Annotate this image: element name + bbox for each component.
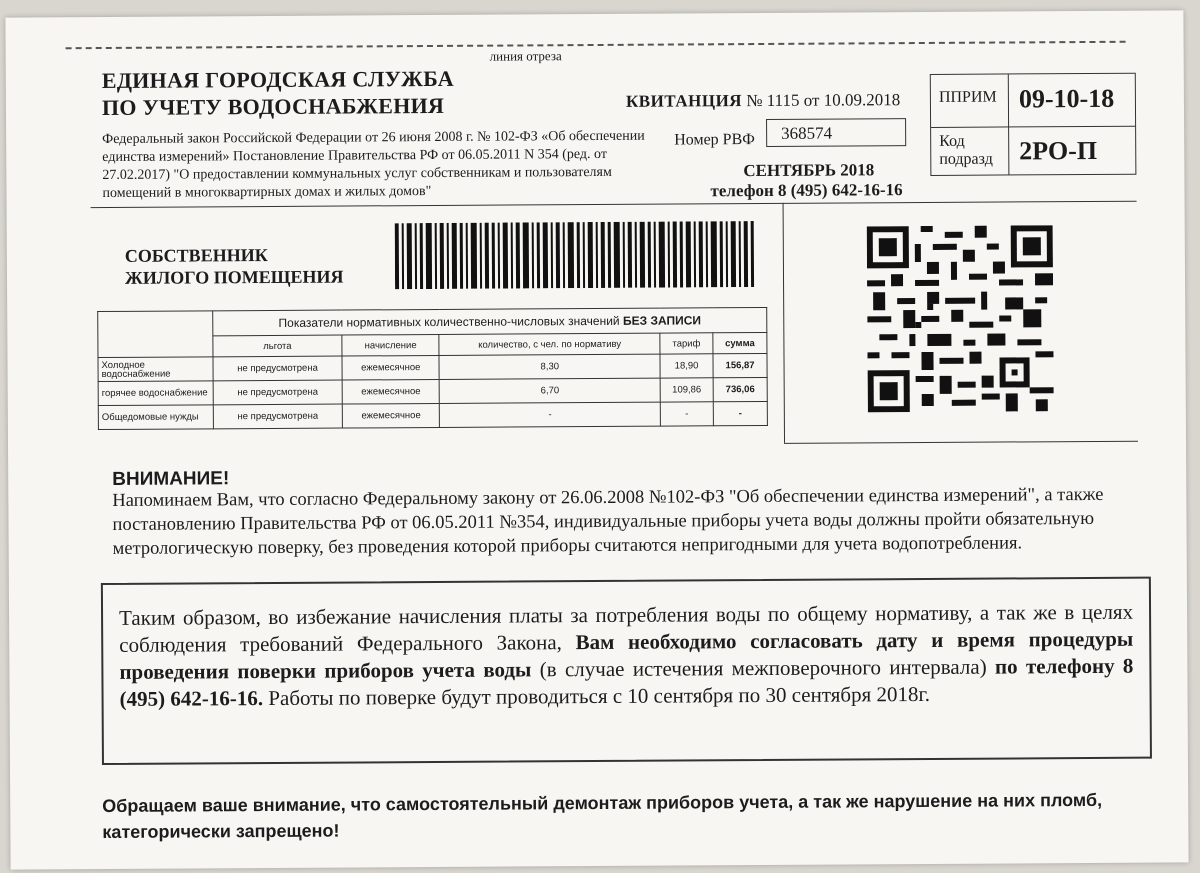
receipt-title [626, 90, 900, 112]
cut-line [66, 41, 1126, 49]
code-label: Код подразд [931, 126, 1009, 174]
row-sum: 736,06 [713, 377, 767, 401]
footer-warning: Обращаем ваше внимание, что самостоятельный демонтаж приборов учета, а так же нарушение на них пломб, категорически запрещено! [102, 789, 1103, 843]
notice-text-part3: (в случае истечения межповерочного интервала) [531, 654, 996, 682]
billing-month: СЕНТЯБРЬ 2018 [743, 160, 875, 181]
receipt-sheet [5, 10, 1188, 869]
row-tariff: - [660, 402, 713, 426]
row-sum: 156,87 [713, 353, 767, 377]
attention-text: Напоминаем Вам, что согласно Федеральному закону от 26.06.2008 №102-ФЗ "Об обеспечении единства измерений", а также постановлению Правительства РФ от 06.05.2011 №354, индивидуальные приборы учета воды должны пройти обязательную метрологическую поверку, без проведения которой приборы считаются непригодными для учета водопотребления. [112, 484, 1104, 559]
notice-box [101, 577, 1152, 765]
legal-reference: Федеральный закон Российской Федерации от 26 июня 2008 г. № 102-ФЗ «Об обеспечении единства измерений» Постановление Правительства РФ от 06.05.2011 N 354 (ред. от 27.02.2017) "О предоставлении коммунальных услуг собственникам и пользователям помещений в многоквартирных домах и жилых домов" [102, 128, 645, 202]
organization-title-line1: ЕДИНАЯ ГОРОДСКАЯ СЛУЖБА [101, 65, 454, 94]
row-charge: ежемесячное [342, 403, 440, 428]
table-caption-text: Показатели нормативных количественно-числовых значений [278, 313, 620, 330]
row-tariff: 109,86 [660, 378, 713, 402]
row-tariff: 18,90 [660, 354, 713, 378]
row-benefit: не предусмотрена [213, 356, 342, 381]
row-benefit: не предусмотрена [213, 404, 342, 429]
row-benefit: не предусмотрена [213, 380, 342, 405]
table-caption [213, 307, 767, 335]
row-charge: ежемесячное [342, 355, 440, 380]
col-header-tariff: тариф [660, 333, 713, 354]
notice-text-part5: Работы по поверке будут проводиться с 10 сентября по 30 сентября 2018г. [262, 681, 931, 711]
organization-title-line2: ПО УЧЕТУ ВОДОСНАБЖЕНИЯ [101, 92, 445, 121]
row-sum: - [713, 401, 767, 425]
notice-text-part1: Таким образом, во избежание начисления платы за потребления воды по общему нормативу, а так же в целях соблюдения требований Федерального Закона, [119, 599, 1134, 657]
row-name: Холодное водоснабжение [98, 357, 213, 382]
receipt-number: № 1115 от 10.09.2018 [746, 90, 901, 111]
col-header-benefit: льгота [213, 335, 342, 357]
row-name: горячее водоснабжение [98, 381, 213, 406]
col-header-sum: сумма [713, 332, 767, 353]
qr-bottom-divider [784, 441, 1138, 444]
table-row [98, 401, 767, 429]
notice-bold-instruction: Вам необходимо согласовать дату и время процедуры проведения поверки приборов учета воды [119, 626, 1134, 684]
qr-code-image [867, 225, 1054, 412]
row-quantity: 8,30 [439, 354, 660, 379]
pprim-value: 09-10-18 [1018, 83, 1115, 114]
organization-title [102, 65, 454, 121]
contact-phone: телефон 8 (495) 642-16-16 [710, 180, 903, 201]
pprim-label: ППРИМ [931, 74, 1009, 126]
attention-title: ВНИМАНИЕ! [112, 468, 230, 490]
col-header-charge: начисление [342, 334, 440, 356]
row-quantity: - [440, 402, 661, 427]
info-row-code [931, 126, 1135, 175]
table-caption-bold: БЕЗ ЗАПИСИ [622, 313, 702, 328]
rvf-number-box: 368574 [766, 118, 906, 147]
notice-bold-phone: по телефону 8 (495) 642-16-16. [119, 653, 1134, 711]
table-corner-cell [98, 311, 213, 358]
owner-label [125, 244, 344, 289]
cut-line-label: линия отреза [489, 48, 562, 64]
row-charge: ежемесячное [342, 379, 440, 404]
col-header-quantity: количество, с чел. по нормативу [439, 333, 660, 355]
rvf-label: Номер РВФ [674, 131, 755, 149]
barcode-image [395, 221, 755, 289]
receipt-label: КВИТАНЦИЯ [625, 91, 743, 111]
row-quantity: 6,70 [440, 378, 661, 403]
info-box [930, 73, 1137, 176]
code-value: 2РО-П [1019, 135, 1098, 166]
owner-line2: ЖИЛОГО ПОМЕЩЕНИЯ [124, 266, 344, 288]
qr-divider [783, 203, 785, 443]
info-row-pprim [931, 74, 1135, 128]
norms-table [97, 307, 768, 430]
row-name: Общедомовые нужды [98, 405, 213, 430]
owner-line1: СОБСТВЕННИК [124, 245, 268, 266]
